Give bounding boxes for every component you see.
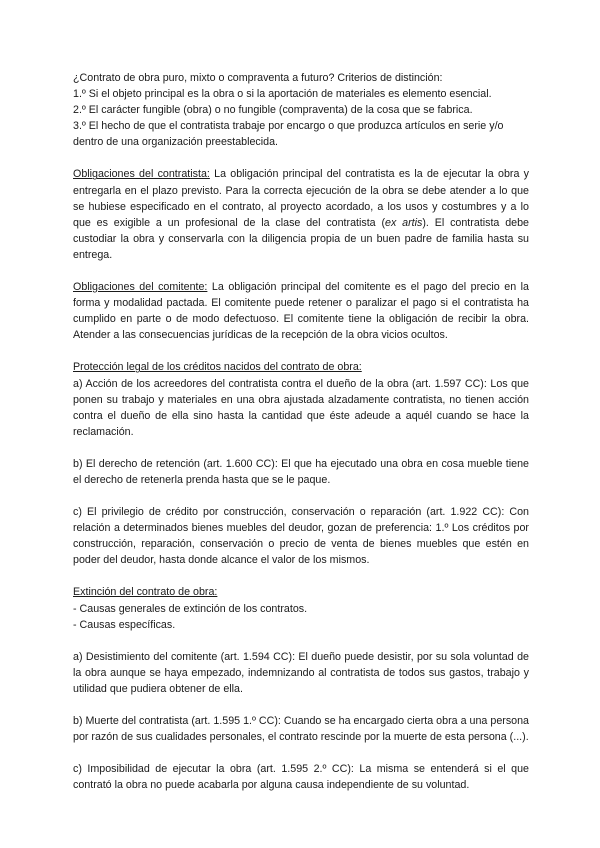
proteccion-c: c) El privilegio de crédito por construcción, conservación o reparación (art. 1.922 CC): Con relación a determinados bienes muebles del deudor, gozan de preferencia: 1.º Los créditos por construcción, reparación, conservación o precio de venta de bienes muebles que estén en poder del deudor, hasta donde alcance el valor de los mismos. [73,506,529,567]
contratista-text-after: ). El contratista debe custodiar la obra y conservarla con la diligencia propia de un buen padre de familia hasta su entrega. [73,216,529,261]
contratista-paragraph [73,166,529,263]
extincion-c: c) Imposibilidad de ejecutar la obra (art. 1.595 2.º CC): La misma se entenderá si el que contrató la obra no puede acabarla por alguna causa independiente de su voluntad. [73,763,529,792]
proteccion-heading: Protección legal de los créditos nacidos del contrato de obra: [73,361,362,374]
intro-title: ¿Contrato de obra puro, mixto o compraventa a futuro? Criterios de distinción: [73,72,443,84]
intro-section [73,70,529,150]
extincion-item-1: - Causas generales de extinción de los contratos. [73,602,308,615]
comitente-text: La obligación principal del comitente es el pago del precio en la forma y modalidad pactada. El comitente puede retener o paralizar el pago si el contratista ha cumplido en parte o de modo defectuoso. El comitente tiene la obligación de recibir la obra. Atender a las consecuencias jurídicas de la recepción de la obra vicios ocultos. [73,281,529,342]
proteccion-a: a) Acción de los acreedores del contratista contra el dueño de la obra (art. 1.597 CC): Los que ponen su trabajo y materiales en una obra ajustada alzadamente contratista, no tienen acción contra el dueño de ella sino hasta la cantidad que éste adeude a aquél cuando se hace la reclamación. [73,377,529,438]
document-page [73,70,529,793]
extincion-b: b) Muerte del contratista (art. 1.595 1.º CC): Cuando se ha encargado cierta obra a una persona por razón de sus cualidades personales, el contrato rescinde por la muerte de esta persona (...). [73,715,529,744]
extincion-a: a) Desistimiento del comitente (art. 1.594 CC): El dueño puede desistir, por su sola voluntad de la obra aunque se haya empezado, indemnizando al contratista de todos sus gastos, trabajo y utilidad que pudiera obtener de ella. [73,650,529,695]
contratista-heading: Obligaciones del contratista: [73,168,210,181]
contratista-text-before: La obligación principal del contratista es la de ejecutar la obra y entregarla en el plazo previsto. Para la correcta ejecución de la obra se debe atender a lo que se hubiese especificado en el contrato, al proyecto acordado, a los usos y costumbres y a lo que es exigible a un profesional de la clase del contratista ( [73,168,529,229]
extincion-heading: Extinción del contrato de obra: [73,586,218,599]
extincion-item-2: - Causas específicas. [73,618,176,631]
comitente-paragraph [73,279,529,343]
proteccion-b: b) El derecho de retención (art. 1.600 CC): El que ha ejecutado una obra en cosa mueble tiene el derecho de retenerla prenda hasta que se le paque. [73,457,529,486]
intro-item-2: 2.º El carácter fungible (obra) o no fungible (compraventa) de la cosa que se fabrica. [73,104,473,117]
intro-item-1: 1.º Si el objeto principal es la obra o si la aportación de materiales es elemento esencial. [73,88,492,101]
contratista-italic: ex artis [385,216,423,229]
comitente-heading: Obligaciones del comitente: [73,281,208,294]
intro-item-3: 3.º El hecho de que el contratista trabaje por encargo o que produzca artículos en serie y/o dentro de una organización preestablecida. [73,120,504,149]
